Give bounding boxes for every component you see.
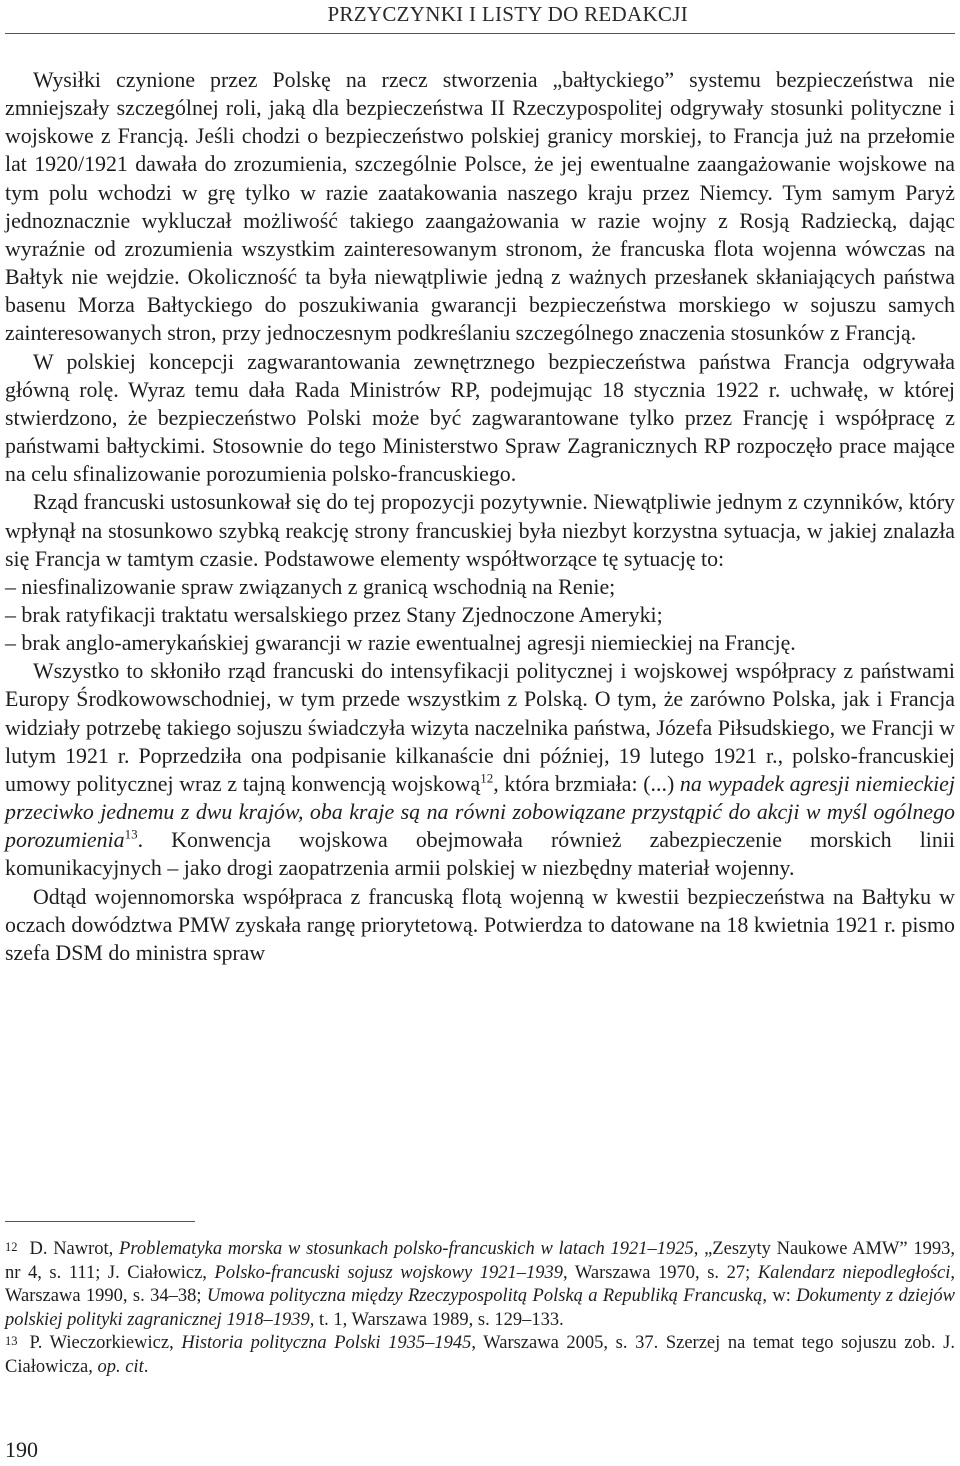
paragraph-5: Odtąd wojennomorska współpraca z francuską flotą wojenną w kwestii bezpieczeństwa na Bałtyku w oczach dowództwa PMW zyskała rangę priorytetową. Potwierdza to datowane na 18 kwietnia 1921 r. pismo szefa DSM do ministra spraw bbox=[5, 883, 955, 965]
footnote-ref-13: 13 bbox=[124, 826, 138, 842]
list-item-1: – niesfinalizowanie spraw związanych z granicą wschodnią na Renie; bbox=[5, 573, 616, 599]
footnotes bbox=[5, 1238, 955, 1380]
footnote-title: Historia polityczna Polski 1935–1945 bbox=[181, 1333, 472, 1354]
footnote-title: Umowa polityczna między Rzeczypospolitą Polską a Republiką Francuską bbox=[206, 1286, 763, 1307]
footnote-text: , Warszawa 1970, s. 27; bbox=[563, 1262, 758, 1283]
paragraph-4 bbox=[5, 657, 955, 882]
footnote-title: Polsko-francuski sojusz wojskowy 1921–1939 bbox=[214, 1262, 564, 1283]
main-text bbox=[5, 66, 955, 967]
footnote-rule bbox=[5, 1221, 195, 1222]
footnote-text: P. Wieczorkiewicz, bbox=[29, 1333, 182, 1354]
paragraph-3: Rząd francuski ustosunkował się do tej propozycji pozytywnie. Niewątpliwie jednym z czynników, który wpłynął na stosunkowo szybką reakcję strony francuskiej była niezbyt korzystna sytuacja, w jakiej znalazła się Francja w tamtym czasie. Podstawowe elementy współtworzące tę sytuację to: bbox=[5, 489, 955, 571]
footnote-text: . bbox=[143, 1356, 149, 1377]
footnote-12 bbox=[5, 1238, 955, 1332]
footnote-text: D. Nawrot, bbox=[29, 1239, 120, 1259]
page-number: 190 bbox=[5, 1437, 38, 1462]
running-head: PRZYCZYNKI I LISTY DO REDAKCJI bbox=[327, 2, 688, 26]
footnote-title: op. cit bbox=[97, 1356, 144, 1377]
list-item-2: – brak ratyfikacji traktatu wersalskiego przez Stany Zjednoczone Ameryki; bbox=[5, 601, 663, 627]
footnote-number: 12 bbox=[5, 1240, 18, 1254]
footnote-13 bbox=[5, 1332, 955, 1379]
footnote-text: , t. 1, Warszawa 1989, s. 129–133. bbox=[309, 1309, 564, 1330]
paragraph-4-text: Wszystko to skłoniło rząd francuski do intensyfikacji politycznej i wojskowej współpracy z państwami Europy Środkowowschodniej, w tym przede wszystkim z Polską. O tym, że zarówno Polska, jak i Francja widziały potrzebę takiego sojuszu świadczyła wizyta naczelnika państwa, Józefa Piłsudskiego, we Francji w lutym 1921 r. Poprzedziła ona podpisanie kilkanaście dni później, 19 lutego 1921 r., polsko-francuskiej umowy politycznej wraz z tajną konwencją wojskową bbox=[5, 658, 955, 796]
page-header bbox=[0, 0, 960, 34]
footnote-title: Dokumenty z dziejów polskiej polityki zagranicznej 1918–1939 bbox=[5, 1286, 956, 1330]
header-rule bbox=[5, 33, 955, 34]
paragraph-1: Wysiłki czynione przez Polskę na rzecz stworzenia „bałtyckiego” systemu bezpieczeństwa nie zmniejszały szczególnej roli, jaką dla bezpieczeństwa II Rzeczypospolitej odgrywały stosunki polityczne i wojskowe z Francją. Jeśli chodzi o bezpieczeństwo polskiej granicy morskiej, to Francja już na przełomie lat 1920/1921 dawała do zrozumienia, szczególnie Polsce, że jej ewentualne zaangażowanie wojskowe na tym polu wchodzi w grę tylko w razie zaatakowania naszego kraju przez Niemcy. Tym samym Paryż jednoznacznie wykluczał możliwość takiego zaangażowania w razie wojny z Rosją Radziecką, dając wyraźnie od zrozumienia wszystkim zainteresowanym stronom, że francuska flota wojenna wówczas na Bałtyk nie wejdzie. Okoliczność ta była niewątpliwie jedną z ważnych przesłanek skłaniających państwa basenu Morza Bałtyckiego do poszukiwania gwarancji bezpieczeństwa morskiego w sojuszu samych zainteresowanych stron, przy jednoczesnym podkreślaniu szczególnego znaczenia stosunków z Francją. bbox=[5, 67, 955, 346]
paragraph-4-text-c: . Konwencja wojskowa obejmowała również zabezpieczenie morskich linii komunikacyjnych – jako drogi zaopatrzenia armii polskiej w niezbędny materiał wojenny. bbox=[5, 827, 955, 881]
footnote-ref-12: 12 bbox=[480, 770, 494, 786]
footnote-title: Kalendarz niepodległości bbox=[757, 1262, 951, 1283]
paragraph-2: W polskiej koncepcji zagwarantowania zewnętrznego bezpieczeństwa państwa Francja odgrywała główną rolę. Wyraz temu dała Rada Ministrów RP, podejmując 18 stycznia 1922 r. uchwałę, w której stwierdzono, że bezpieczeństwo Polski może być zagwarantowane tylko przez Francję i współpracę z państwami bałtyckimi. Stosownie do tego Ministerstwo Spraw Zagranicznych RP rozpoczęło prace mające na celu sfinalizowanie porozumienia polsko-francuskiego. bbox=[5, 348, 955, 487]
footnote-text: , „Zeszyty Naukowe AMW” 1993, nr 4, s. 111; J. Ciałowicz, bbox=[5, 1239, 955, 1283]
quote-text: na wypadek agresji niemieckiej przeciwko jednemu z dwu krajów, oba kraje są na równi zobowiązane przystąpić do akcji w myśl ogólnego porozumienia bbox=[5, 770, 955, 853]
footnote-number: 13 bbox=[5, 1334, 18, 1349]
footnote-text: , w: bbox=[762, 1286, 797, 1307]
paragraph-4-text-b: , która brzmiała: (...) bbox=[493, 770, 680, 796]
footnote-text: , Warszawa 1990, s. 34–38; bbox=[5, 1262, 955, 1307]
footnote-title: Problematyka morska w stosunkach polsko-francuskich w latach 1921–1925 bbox=[119, 1239, 694, 1259]
footnote-text: , Warszawa 2005, s. 37. Szerzej na temat tego sojuszu zob. J. Ciałowicza, bbox=[5, 1333, 955, 1377]
list-item-3: – brak anglo-amerykańskiej gwarancji w razie ewentualnej agresji niemieckiej na Francję. bbox=[5, 630, 796, 656]
